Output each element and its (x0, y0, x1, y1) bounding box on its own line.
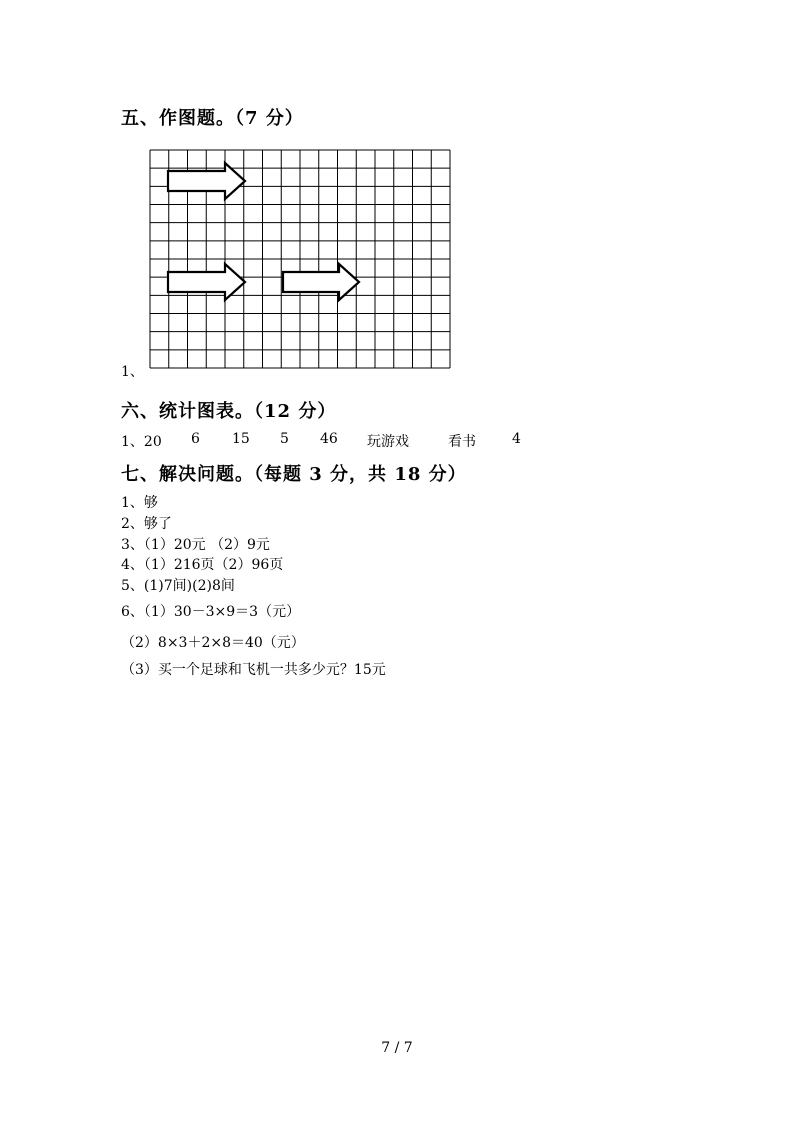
grid-figure (148, 148, 452, 370)
section-heading-drawing: 五、作图题。（7 分） (121, 108, 304, 129)
answer-line: 6、（1）30－3×9＝3（元） (121, 604, 301, 620)
section-heading-statistics: 六、统计图表。（12 分） (121, 401, 337, 422)
stat-answer: 1、20 (121, 434, 162, 450)
stat-answer: 看书 (448, 434, 476, 450)
arrow-shape-3 (283, 264, 359, 300)
stat-answer: 4 (512, 431, 521, 447)
drawing-item-label: 1、 (121, 364, 144, 380)
answer-line: 1、够 (121, 495, 158, 511)
answer-line: 3、（1）20元 （2）9元 (121, 537, 270, 553)
stat-answer: 6 (191, 431, 200, 447)
answer-line: （3）买一个足球和飞机一共多少元？15元 (121, 662, 386, 678)
statistics-answers (0, 431, 794, 451)
answer-line: 5、(1)7间)(2)8间 (121, 578, 235, 594)
answer-line: 4、（1）216页（2）96页 (121, 557, 284, 573)
page-number: 7 / 7 (381, 1040, 413, 1056)
stat-answer: 15 (232, 431, 250, 447)
answer-line: 2、够了 (121, 516, 172, 532)
stat-answer: 46 (320, 431, 338, 447)
stat-answer: 5 (280, 431, 289, 447)
answer-line: （2）8×3＋2×8＝40（元） (121, 635, 305, 651)
stat-answer: 玩游戏 (367, 434, 409, 450)
section-heading-problems: 七、解决问题。（每题 3 分，共 18 分） (121, 464, 467, 485)
